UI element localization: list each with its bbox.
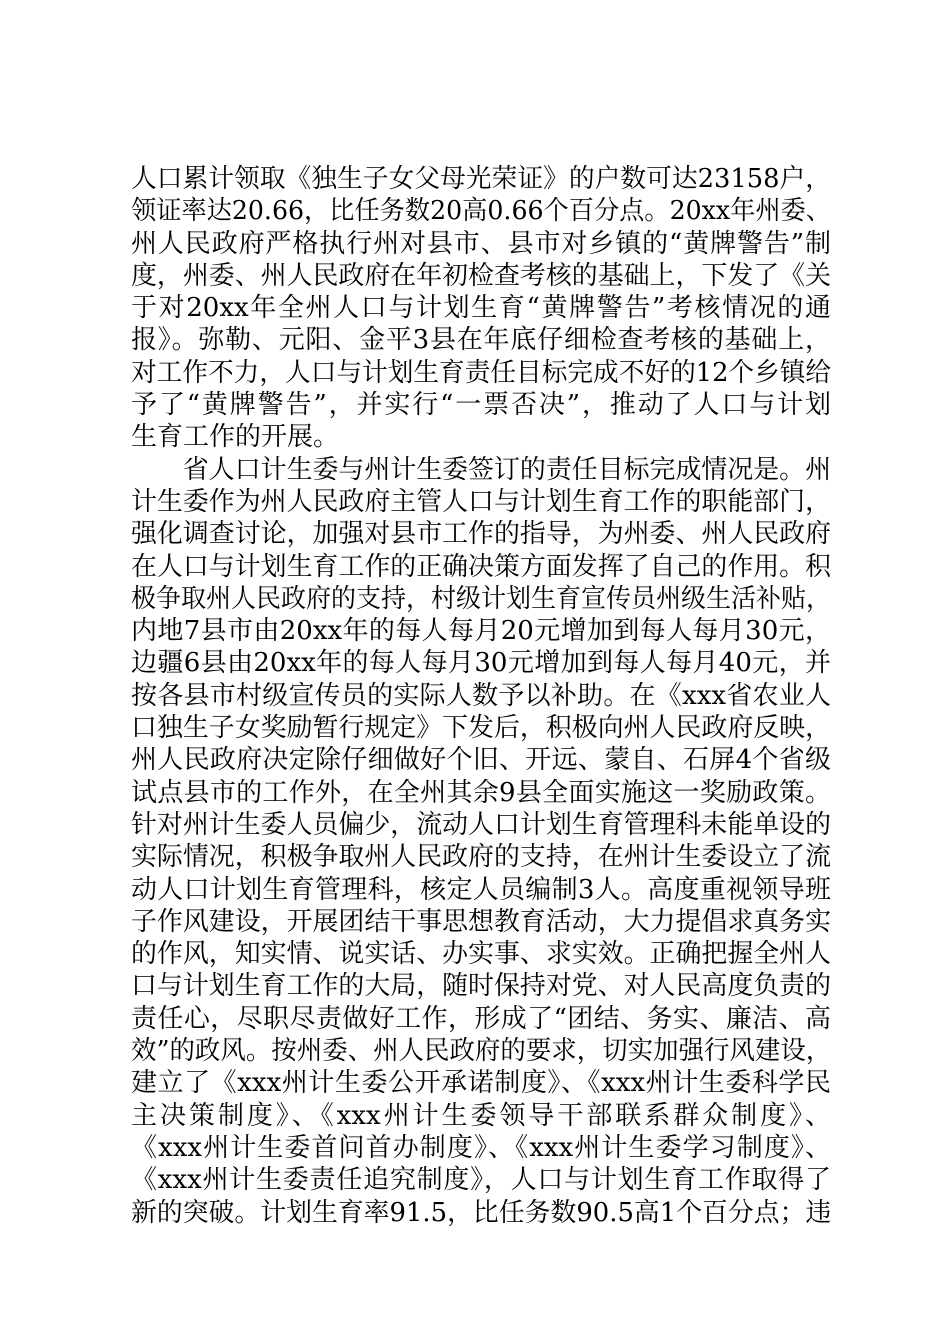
- document-body-text: [131, 163, 831, 1229]
- text-line: 极争取州人民政府的支持，村级计划生育宣传员州级生活补贴，: [131, 583, 831, 614]
- text-line: 省人口计生委与州计生委签订的责任目标完成情况是。州: [131, 454, 832, 485]
- text-line: 边疆6县由20xx年的每人每月30元增加到每人每月40元，并: [131, 648, 831, 679]
- text-line: 对工作不力，人口与计划生育责任目标完成不好的12个乡镇给: [131, 357, 832, 388]
- text-line: 实际情况，积极争取州人民政府的支持，在州计生委设立了流: [131, 842, 832, 873]
- text-line: 动人口计划生育管理科，核定人员编制3人。高度重视领导班: [131, 874, 831, 905]
- text-line: 的作风，知实情、说实话、办实事、求实效。正确把握全州人: [131, 939, 832, 970]
- text-line: 责任心，尽职尽责做好工作，形成了“团结、务实、廉洁、高: [131, 1003, 831, 1034]
- text-line: 领证率达20.66，比任务数20高0.66个百分点。20xx年州委、: [131, 196, 831, 227]
- text-line: 内地7县市由20xx年的每人每月20元增加到每人每月30元，: [131, 616, 831, 647]
- text-line: 按各县市村级宣传员的实际人数予以补助。在《xxx省农业人: [131, 680, 831, 711]
- text-line: 生育工作的开展。: [131, 422, 340, 453]
- text-line: 子作风建设，开展团结干事思想教育活动，大力提倡求真务实: [131, 906, 832, 937]
- text-line: 强化调查讨论，加强对县市工作的指导，为州委、州人民政府: [131, 519, 832, 550]
- text-line: 计生委作为州人民政府主管人口与计划生育工作的职能部门，: [131, 486, 832, 517]
- text-line: 《xxx州计生委首问首办制度》、《xxx州计生委学习制度》、: [131, 1132, 831, 1163]
- text-line: 效”的政风。按州委、州人民政府的要求，切实加强行风建设，: [131, 1036, 832, 1067]
- text-line: 予了“黄牌警告”，并实行“一票否决”，推动了人口与计划: [131, 390, 831, 421]
- text-line: 试点县市的工作外，在全州其余9县全面实施这一奖励政策。: [131, 777, 831, 808]
- text-line: 建立了《xxx州计生委公开承诺制度》、《xxx州计生委科学民: [131, 1068, 831, 1099]
- text-line: 《xxx州计生委责任追究制度》，人口与计划生育工作取得了: [131, 1165, 831, 1196]
- text-line: 度，州委、州人民政府在年初检查考核的基础上，下发了《关: [131, 260, 832, 291]
- text-line: 人口累计领取《独生子女父母光荣证》的户数可达23158户，: [131, 164, 832, 194]
- text-line: 在人口与计划生育工作的正确决策方面发挥了自己的作用。积: [131, 551, 832, 582]
- text-line: 主决策制度》、《xxx州计生委领导干部联系群众制度》、: [131, 1100, 831, 1131]
- text-line: 针对州计生委人员偏少，流动人口计划生育管理科未能单设的: [131, 809, 832, 840]
- text-line: 新的突破。计划生育率91.5，比任务数90.5高1个百分点；违: [131, 1197, 832, 1228]
- text-line: 报》。弥勒、元阳、金平3县在年底仔细检查考核的基础上，: [131, 325, 831, 356]
- text-line: 口独生子女奖励暂行规定》下发后，积极向州人民政府反映，: [131, 713, 832, 744]
- text-line: 州人民政府决定除仔细做好个旧、开远、蒙自、石屏4个省级: [131, 745, 831, 776]
- text-line: 口与计划生育工作的大局，随时保持对党、对人民高度负责的: [131, 971, 832, 1002]
- text-line: 于对20xx年全州人口与计划生育“黄牌警告”考核情况的通: [131, 293, 831, 324]
- text-line: 州人民政府严格执行州对县市、县市对乡镇的“黄牌警告”制: [131, 228, 831, 259]
